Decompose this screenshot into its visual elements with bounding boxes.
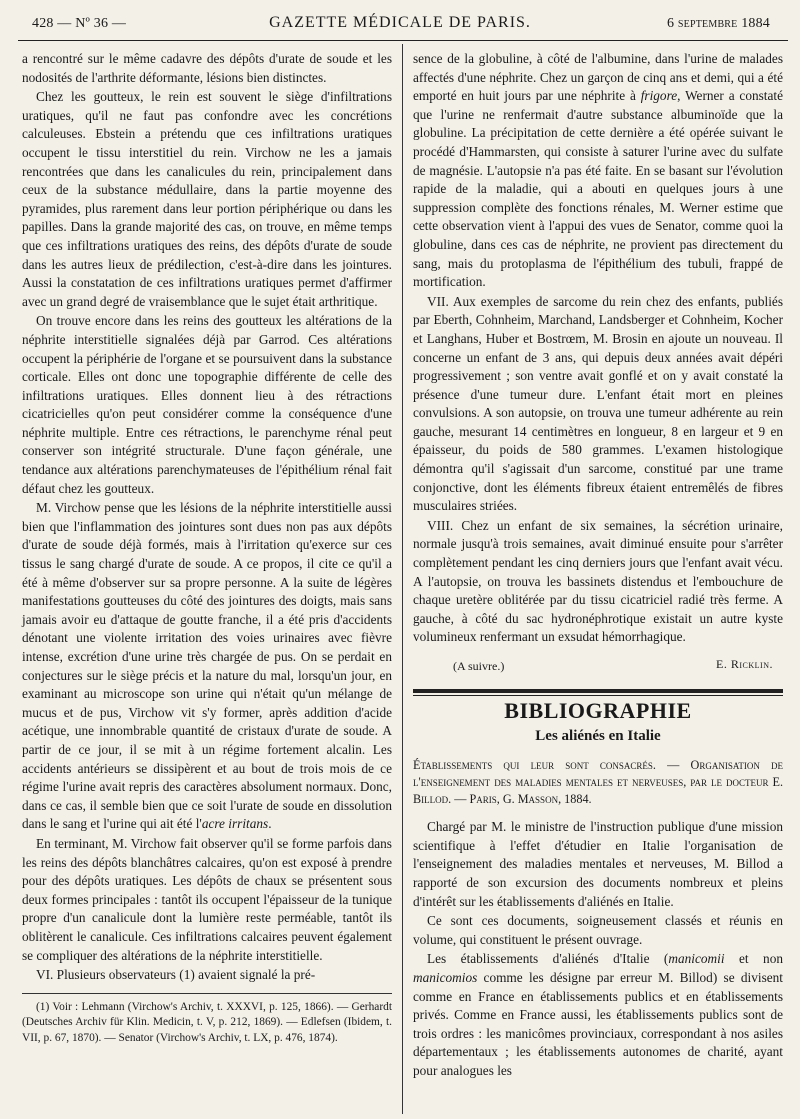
paragraph-text: comme les désigne par erreur M. Billod) se divisent comme en France en établissements publics et en établissements privés. Comme en France aussi, les établissements publics sont de trois ordres : les manicômes provinciaux, correspondant à nos asiles départementaux ; les établissements autonomes de charité, ayant pour analogues les (413, 969, 783, 1078)
paragraph-text: Les établissements d'aliénés d'Italie ( (427, 951, 669, 967)
paragraph: a rencontré sur le même cadavre des dépôts d'urate de soude et les nodosités de l'arthrite déformante, lésions bien distinctes. (22, 51, 392, 85)
paragraph (22, 499, 392, 834)
period: . (268, 816, 272, 832)
signature-row (413, 653, 783, 675)
italic-term: manicomios (413, 969, 478, 985)
bibliographic-reference: Établissements qui leur sont consacrés. — Organisation de l'enseignement des maladies mentales et nerveuses, par le docteur E. Billod. — Paris, G. Masson, 1884. (413, 758, 783, 807)
paragraph: On trouve encore dans les reins des goutteux les altérations de la néphrite interstitielle signalées déjà par Garrod. Ces altérations occupent la périphérie de l'organe et se poursuivent dans la substance corticale. Elles ont donc une topographie différente de celle des infiltrations uratiques. Elles donnent lieu à des rétractions cicatricielles qu'on peut considérer comme la conséquence d'une néphrite multiple. Entre ces rétractions, le parenchyme rénal peut conserver son intégrité structurale. D'une façon générale, une tendance aux altérations parenchymateuses de l'épithélium rénal fait défaut chez les goutteux. (22, 313, 392, 496)
paragraph: En terminant, M. Virchow fait observer qu'il se forme parfois dans les reins des dépôts blanchâtres calcaires, qu'on est exposé à prendre pour des dépôts uratiques. Les dépôts de chaux se présentent sous deux formes principales : tantôt ils occupent l'épaisseur de la tunique propre d'un canalicule dont la lumière reste perméable, tantôt ils oblitèrent le canalicule. Ces infiltrations calcaires peuvent également se compliquer des altérations de la néphrite interstitielle. (22, 835, 392, 963)
issue-date: 6 septembre 1884 (667, 16, 770, 31)
latin-term: acre irritans (201, 816, 269, 832)
paragraph (413, 950, 783, 1080)
author-signature: E. Ricklin. (716, 657, 773, 671)
section-rule-thin (413, 695, 783, 696)
section-heading: BIBLIOGRAPHIE (504, 698, 692, 723)
footnote: (1) Voir : Lehmann (Virchow's Archiv, t. XXXVI, p. 125, 1866). — Gerhardt (Deutsches Archiv für Klin. Medicin, t. V, p. 212, 1869). — Edlefsen (Ibidem, t. VII, p. 67, 1870). — Senator (Virchow's Archiv, t. LX, p. 476, 1874). (22, 1000, 392, 1044)
paragraph-text: et non (724, 951, 783, 967)
page-number: 428 — Nº 36 — (32, 16, 127, 31)
to-be-continued: (A suivre.) (453, 659, 505, 673)
paragraph: VII. Aux exemples de sarcome du rein chez des enfants, publiés par Eberth, Cohnheim, Marchand, Landsberger et Cohnheim, Kocher et Langhans, Huber et Bostrœm, M. Brosin en ajoute un nouveau. Il concerne un enfant de 3 ans, qui depuis deux années avait dépéri progressivement ; son ventre avait gonflé et on y avait constaté la présence d'une tumeur dure. L'enfant était mort en pleines convulsions. A son autopsie, on trouva une tumeur adhérente au rein gauche, mesurant 14 centimètres en longueur, 8 en largeur et 9 en épaisseur, du poids de 580 grammes. L'examen histologique démontra qu'il s'agissait d'un sarcome, constitué par une trame conjonctive, dont les éléments fibreux étaient entremêlés de fibres musculaires striées. (413, 293, 783, 514)
column-divider (402, 44, 403, 1114)
footnote-rule (22, 993, 392, 994)
section-subheading: Les aliénés en Italie (535, 727, 661, 744)
paragraph (413, 50, 783, 292)
section-rule (413, 689, 783, 693)
right-column (413, 50, 783, 1110)
paragraph-text: sence de la globuline, à côté de l'albumine, dans l'urine de malades affectés d'une néphrite. Chez un garçon de cinq ans et demi, qui a été emporté en huit jours par une néphrite à (413, 51, 783, 104)
paragraph: Ce sont ces documents, soigneusement classés et réunis en volume, qui constituent le présent ouvrage. (413, 913, 783, 947)
paragraph: Chargé par M. le ministre de l'instruction publique d'une mission scientifique à l'effet d'étudier en Italie l'organisation de l'enseignement des maladies mentales et nerveuses, M. Billod a rapporté de son excursion des documents nombreux et pleins d'intérêt sur les établissements d'aliénés en Italie. (413, 819, 783, 909)
page-header (18, 8, 782, 34)
journal-title: GAZETTE MÉDICALE DE PARIS. (269, 14, 531, 31)
paragraph-text: M. Virchow pense que les lésions de la néphrite interstitielle aussi bien que l'inflammation des jointures sont dues non pas aux dépôts d'urate de soude déjà formés, mais à l'irritation qu'exerce sur ces tissus le sang chargé d'urate de soude. A ce propos, il cite ce qu'il a été à même d'observer sur sa propre personne. A la suite de légères manifestations goutteuses du côté des jointures des doigts, mais sans jamais avoir eu d'attaque de goutte franche, il a été pris d'accidents dénotant une violente irritation des voies urinaires avec fièvre intense, excrétion d'une urine très chargée de pus. On se perdait en conjectures sur le siège précis et la nature du mal, lorsqu'un jour, en examinant au microscope son urine qui n'était qu'un mélange de mucus et de pus, Virchow vit s'y former, après addition d'acide acétique, une innombrable quantité de cristaux d'urate de soude. A partir de ce jour, il se mit à un régime fortement alcalin. Les accidents antérieurs se dissipèrent et au bout de trois mois de ce régime l'urine avait repris des caractères absolument normaux. Donc, dans ce cas, il semble bien que ce soit l'urate de soude en dissolution dans le sang et l'urine qui ait été l' (22, 500, 392, 832)
italic-term: manicomii (668, 951, 725, 967)
paragraph-text: , Werner a constaté que l'urine ne renfermait d'autre substance albuminoïde que la globuline. La précipitation de cette dernière a été opérée suivant le procédé d'Hammarsten, qui consiste à saturer l'urine avec du sulfate de magnésie. L'autopsie n'a pas été faite. En se basant sur l'évolution rapide de la maladie, qui a abouti en quelques jours à une suppression complète des fonctions rénales, M. Werner estime que cette observation vient à l'appui des vues de Senator, comme quoi la globuline, dans ces cas de néphrite, ne provient pas directement du sang, mais du protoplasma de l'épithélium des tubuli, frappé de mortification. (413, 88, 783, 290)
paragraph: VI. Plusieurs observateurs (1) avaient signalé la pré- (36, 967, 316, 983)
header-rule (18, 40, 788, 41)
paragraph: VIII. Chez un enfant de six semaines, la sécrétion urinaire, normale jusqu'à trois semaines, avait diminué ensuite pour s'arrêter complètement pendant les cinq derniers jours que l'enfant avait vécu. A l'autopsie, on trouva les bassinets distendus et l'embouchure de chaque uretère oblitérée par du tissu cicatriciel radié très ferme. A gauche, à côté du sac hydronéphrotique existait un autre kyste volumineux renfermant un exsudat hémorrhagique. (413, 517, 783, 645)
left-column (22, 50, 392, 1110)
latin-term: frigore (640, 88, 678, 104)
paragraph: Chez les goutteux, le rein est souvent le siège d'infiltrations uratiques, qu'il ne faut pas confondre avec les concrétions calculeuses. Ebstein a prétendu que ces infiltrations uratiques occupent le tissu interstitiel du rein. Virchow ne les a jamais rencontrées que dans les canalicules du rein, principalement dans ceux de la substance médullaire, dans la partie moyenne des pyramides, plus rarement dans leur portion périphérique ou dans les papilles. Dans la grande majorité des cas, on trouve, en même temps que ces infiltrations uratiques des reins, des dépôts d'urate de soude dans les autres lieux de prédilection, c'est-à-dire dans les jointures. Aussi la constatation de ces infiltrations uratiques permet d'affirmer avec un grand degré de vraisemblance que le sujet était arthritique. (22, 89, 392, 309)
